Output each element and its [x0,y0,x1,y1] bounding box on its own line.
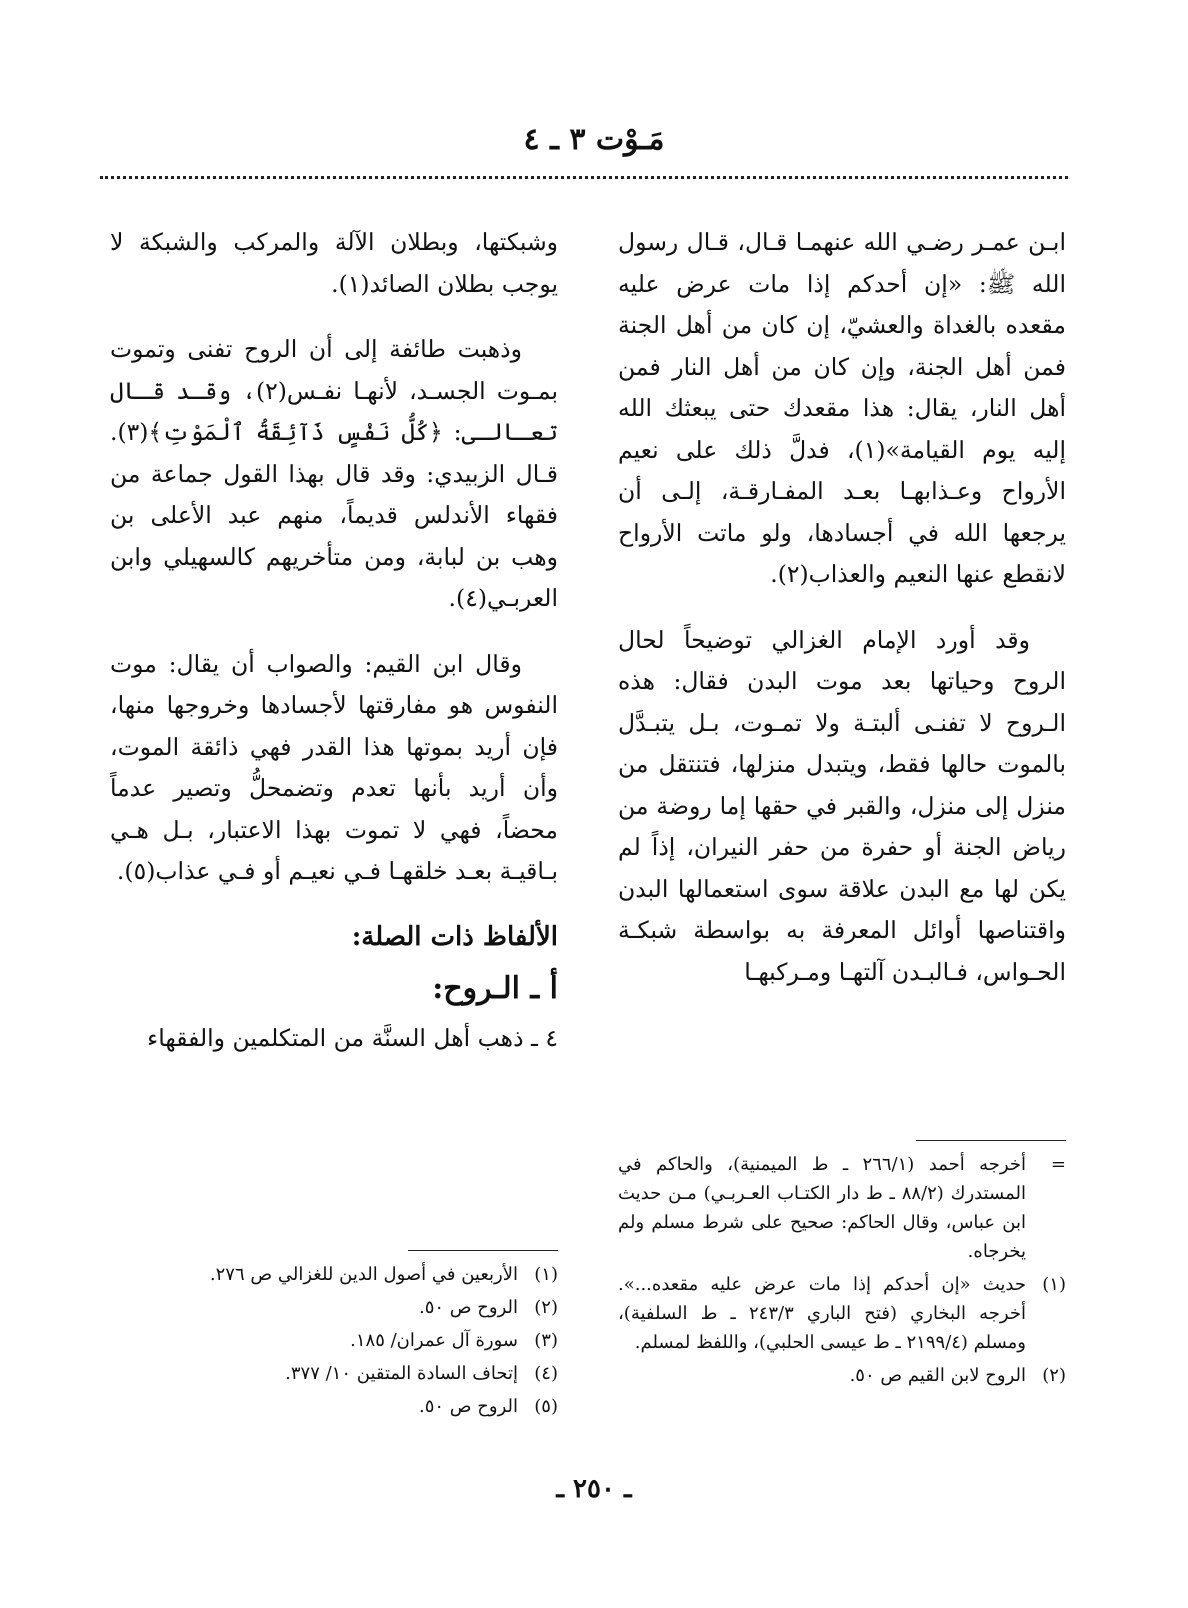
footnote-text: سورة آل عمران/ ١٨٥. [350,1330,518,1351]
right-column [618,222,1066,1017]
footnote-number: (٥) [534,1396,558,1417]
footnote-continuation [618,1150,1066,1266]
footnote-number: (٣) [534,1330,558,1351]
footnote-text: الروح ص ٥٠. [418,1297,518,1318]
footnote-text: إتحاف السادة المتقين ١٠/ ٣٧٧. [285,1363,518,1384]
right-paragraph-1: ابـن عمـر رضـي الله عنهمـا قـال، قـال رسول الله ﷺ: «إن أحدكم إذا مات عرض عليه مقعده بالغداة والعشيّ، إن كان من أهل الجنة فمن أهل الجنة، وإن كان من أهل النار فمن أهل النار، يقال: هذا مقعدك حتى يبعثك الله إليه يوم القيامة»(١)، فدلَّ ذلك على نعيم الأرواح وعـذابهـا بعـد المفـارقـة، إلـى أن يرجعها الله في أجسادها، ولو ماتت الأرواح لانقطع عنها النعيم والعذاب(٢). [618,228,1066,588]
footnote-rule-right [916,1140,1066,1141]
right-paragraph-2: وقد أورد الإمام الغزالي توضيحاً لحال الروح وحياتها بعد موت البدن فقال: هذه الـروح لا تفنـى ألبتـة ولا تمـوت، بـل يتبـدَّل بالموت حالها فقط، ويتبدل منزلها، فتنتقل من منزل إلى منزل، والقبر في حقها إما روضة من رياض الجنة أو حفرة من حفر النيران، إذاً لم يكن لها مع البدن علاقة سوى استعمالها البدن واقتناصها أوائل المعرفة به بواسطة شبكـة الحـواس، فـالبـدن آلتهـا ومـركبهـا [618,625,1066,986]
footnote-number: (٤) [534,1363,558,1384]
footnote-text: الروح ص ٥٠. [418,1396,518,1417]
footnote-continuation-marker: = [1050,1154,1066,1175]
footnote-text: الروح لابن القيم ص ٥٠. [849,1365,1026,1386]
section-subheading: أ ـ الـروح: [432,971,558,1006]
footnote-item [618,1361,1066,1390]
left-paragraph-2: وذهبت طائفة إلى أن الروح تفنى وتموت بمـوت الجسـد، لأنهـا نفـس(٢)، وقـد قـال تعـالـى: ﴿كُلُّ نَفْسٍ ذَآئِقَةُ ٱلْمَوْتِ﴾(٣). قـال الزبيدي: وقد قال بهذا القول جماعة من فقهاء الأندلس قديماً، منهم عبد الأعلى بن وهب بن لبابة، ومن متأخريهم كالسهيلي وابن العربـي(٤). [110,335,558,612]
footnote-item [110,1359,558,1388]
footnote-number: (٢) [1042,1365,1066,1386]
left-column [110,222,558,1083]
header-dotted-rule [100,176,1068,179]
footnote-text: الأربعين في أصول الدين للغزالي ص ٢٧٦. [209,1264,518,1285]
footnote-item [110,1326,558,1355]
footnote-item [110,1392,558,1421]
left-paragraph-3: وقال ابن القيم: والصواب أن يقال: موت النفوس هو مفارقتها لأجسادها وخروجها منها، فإن أريد بموتها هذا القدر فهي ذائقة الموت، وأن أريد بأنها تعدم وتضمحلُّ وتصير عدماً محضاً، فهي لا تموت بهذا الاعتبار، بـل هـي بـاقيـة بعـد خلقهـا فـي نعيـم أو فـي عذاب(٥). [110,649,558,885]
footnote-number: (١) [1042,1274,1066,1295]
footnote-item [618,1270,1066,1357]
footnote-number: (٢) [534,1297,558,1318]
footnotes-right [618,1150,1066,1394]
footnote-text: حديث «إن أحدكم إذا مات عرض عليه مقعده...». أخرجه البخاري (فتح الباري ٢٤٣/٣ ـ ط السلفية)، ومسلم (٢١٩٩/٤ ـ ط عيسى الحلبي)، واللفظ لمسلم. [618,1274,1026,1353]
left-paragraph-1: وشبكتها، وبطلان الآلة والمركب والشبكة لا يوجب بطلان الصائد(١). [110,228,558,298]
running-header-title: مَـوْت ٣ ـ ٤ [523,122,665,157]
footnote-continuation-text: أخرجه أحمد (٢٦٦/١ ـ ط الميمنية)، والحاكم في المستدرك (٨٨/٢ ـ ط دار الكتـاب العـربـي) مـن حديث ابن عباس، وقال الحاكم: صحيح على شرط مسلم ولم يخرجاه. [618,1154,1026,1262]
footnote-item [110,1293,558,1322]
footnote-item [110,1260,558,1289]
footnotes-left [110,1260,558,1425]
section-heading: الألفاظ ذات الصلة: [351,921,558,952]
page-number: ـ ٢٥٠ ـ [556,1474,632,1504]
footnote-rule-left [408,1250,558,1251]
footnote-number: (١) [534,1264,558,1285]
left-paragraph-4: ٤ ـ ذهب أهل السنَّة من المتكلمين والفقهاء [147,1023,558,1052]
